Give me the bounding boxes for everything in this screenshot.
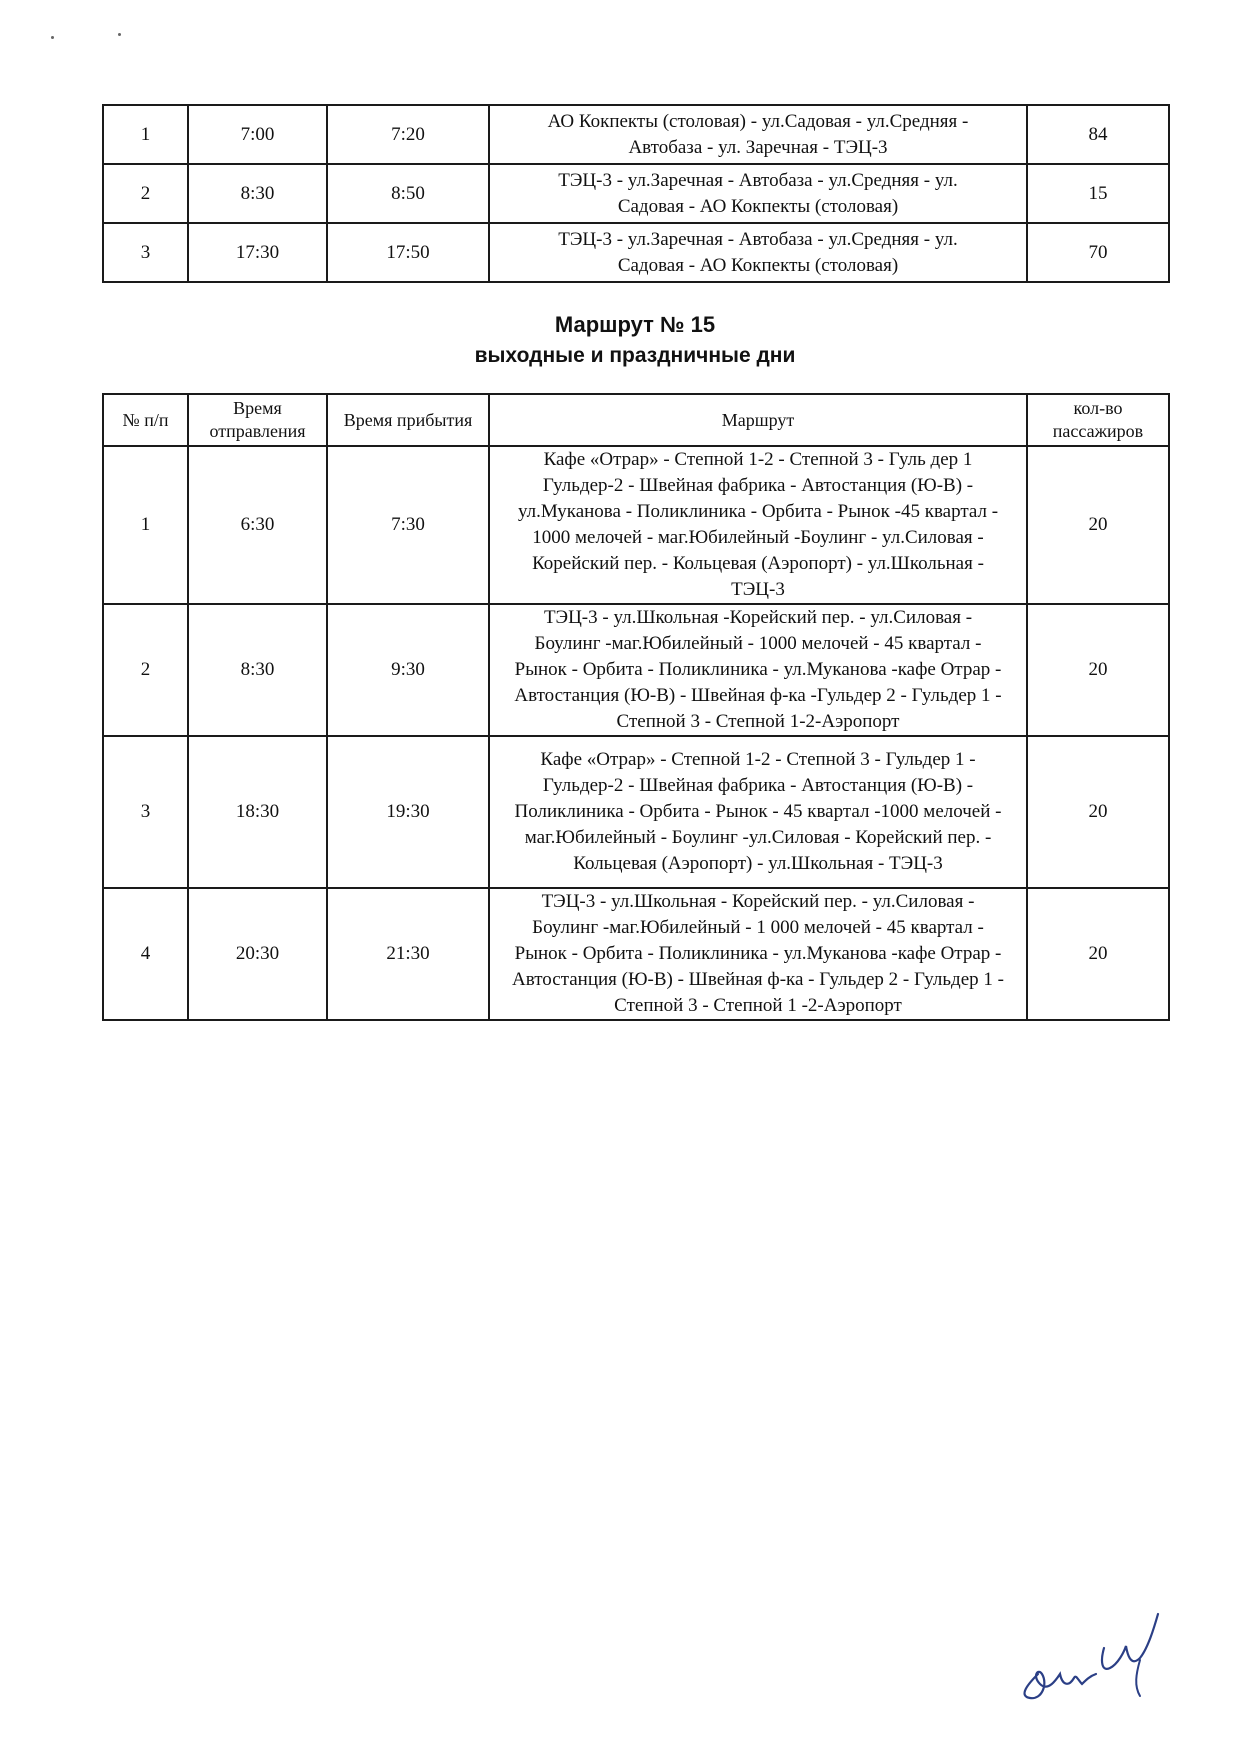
route-line: Автобаза - ул. Заречная - ТЭЦ-3 (628, 136, 888, 158)
route-line: Садовая - АО Кокпекты (столовая) (617, 195, 899, 217)
route-line: Кафе «Отрар» - Степной 1-2 - Степной 3 - Гуль дер 1 (543, 449, 973, 470)
header-line: пассажиров (1052, 421, 1144, 441)
route-line: Кольцевая (Аэропорт) - ул.Школьная - ТЭЦ-3 (573, 853, 943, 874)
route-line: Рынок - Орбита - Поликлиника - ул.Муканова -кафе Отрар - (514, 943, 1002, 964)
table-row (103, 223, 1169, 282)
arrival-time-cell: 9:30 (327, 604, 489, 736)
table-row (103, 736, 1169, 888)
scan-speck (51, 36, 54, 39)
route-cell (489, 223, 1027, 282)
departure-time-cell: 18:30 (188, 736, 327, 888)
row-number-cell: 2 (103, 604, 188, 736)
route-line: Степной 3 - Степной 1-2-Аэропорт (616, 711, 900, 732)
passenger-count-cell: 20 (1027, 604, 1169, 736)
route-line: ТЭЦ-3 (731, 579, 785, 600)
arrival-time-cell: 8:50 (327, 164, 489, 223)
route-line: 1000 мелочей - маг.Юбилейный -Боулинг - ул.Силовая - (532, 527, 984, 548)
arrival-time-cell: 7:20 (327, 105, 489, 164)
route-line: Садовая - АО Кокпекты (столовая) (617, 254, 899, 276)
row-number-cell: 2 (103, 164, 188, 223)
table-row (103, 164, 1169, 223)
passenger-count-cell: 84 (1027, 105, 1169, 164)
passenger-count-cell: 20 (1027, 446, 1169, 604)
table-row (103, 888, 1169, 1020)
departure-time-cell: 7:00 (188, 105, 327, 164)
route-line: Кафе «Отрар» - Степной 1-2 - Степной 3 - Гульдер 1 - (540, 749, 976, 770)
route-line: Рынок - Орбита - Поликлиника - ул.Муканова -кафе Отрар - (514, 659, 1002, 680)
passenger-count-cell: 70 (1027, 223, 1169, 282)
route-cell (489, 446, 1027, 604)
passenger-count-cell: 20 (1027, 888, 1169, 1020)
route-line: Гульдер-2 - Швейная фабрика - Автостанция (Ю-В) - (542, 475, 974, 496)
header-passengers (1027, 394, 1169, 446)
arrival-time-cell: 21:30 (327, 888, 489, 1020)
row-number-cell: 3 (103, 223, 188, 282)
weekday-schedule-table-continuation (102, 104, 1170, 283)
header-departure (188, 394, 327, 446)
handwritten-signature (1008, 1588, 1178, 1708)
arrival-time-cell: 19:30 (327, 736, 489, 888)
route-line: Боулинг -маг.Юбилейный - 1000 мелочей - 45 квартал - (534, 633, 982, 654)
route-line: ТЭЦ-3 - ул.Заречная - Автобаза - ул.Средняя - ул. (558, 169, 958, 191)
route-line: ул.Муканова - Поликлиника - Орбита - Рынок -45 квартал - (517, 501, 999, 522)
header-route: Маршрут (489, 394, 1027, 446)
departure-time-cell: 20:30 (188, 888, 327, 1020)
arrival-time-cell: 7:30 (327, 446, 489, 604)
row-number-cell: 1 (103, 105, 188, 164)
route-cell (489, 888, 1027, 1020)
arrival-time-cell: 17:50 (327, 223, 489, 282)
header-line: Время (233, 398, 282, 418)
route-line: АО Кокпекты (столовая) - ул.Садовая - ул.Средняя - (547, 110, 969, 132)
route-line: Степной 3 - Степной 1 -2-Аэропорт (614, 995, 902, 1016)
route-line: Автостанция (Ю-В) - Швейная ф-ка - Гульдер 2 - Гульдер 1 - (512, 969, 1004, 990)
route-line: Корейский пер. - Кольцевая (Аэропорт) - ул.Школьная - (532, 553, 984, 574)
route-line: Автостанция (Ю-В) - Швейная ф-ка -Гульдер 2 - Гульдер 1 - (514, 685, 1002, 706)
route-line: Гульдер-2 - Швейная фабрика - Автостанция (Ю-В) - (542, 775, 974, 796)
route-cell (489, 164, 1027, 223)
route-line: ТЭЦ-3 - ул.Школьная -Корейский пер. - ул.Силовая - (543, 607, 973, 628)
route-title: Маршрут № 15 (554, 312, 716, 337)
route-line: маг.Юбилейный - Боулинг -ул.Силовая - Корейский пер. - (524, 827, 992, 848)
route-line: ТЭЦ-3 - ул.Заречная - Автобаза - ул.Средняя - ул. (558, 228, 958, 250)
route-line: ТЭЦ-3 - ул.Школьная - Корейский пер. - ул.Силовая - (541, 891, 975, 912)
passenger-count-cell: 15 (1027, 164, 1169, 223)
route-cell (489, 736, 1027, 888)
header-arrival: Время прибытия (327, 394, 489, 446)
departure-time-cell: 6:30 (188, 446, 327, 604)
header-line: отправления (209, 421, 306, 441)
header-line: кол-во (1073, 398, 1123, 418)
departure-time-cell: 8:30 (188, 164, 327, 223)
route-cell (489, 105, 1027, 164)
table-row (103, 446, 1169, 604)
departure-time-cell: 8:30 (188, 604, 327, 736)
passenger-count-cell: 20 (1027, 736, 1169, 888)
route-cell (489, 604, 1027, 736)
table-row (103, 105, 1169, 164)
departure-time-cell: 17:30 (188, 223, 327, 282)
route-subtitle: выходные и праздничные дни (474, 344, 796, 367)
table-row (103, 604, 1169, 736)
route-line: Боулинг -маг.Юбилейный - 1 000 мелочей - 45 квартал - (532, 917, 984, 938)
row-number-cell: 1 (103, 446, 188, 604)
route-line: Поликлиника - Орбита - Рынок - 45 квартал -1000 мелочей - (514, 801, 1002, 822)
header-number: № п/п (103, 394, 188, 446)
weekend-schedule-table (102, 393, 1170, 1021)
scan-speck (118, 33, 121, 36)
row-number-cell: 3 (103, 736, 188, 888)
row-number-cell: 4 (103, 888, 188, 1020)
table-header-row (103, 394, 1169, 446)
